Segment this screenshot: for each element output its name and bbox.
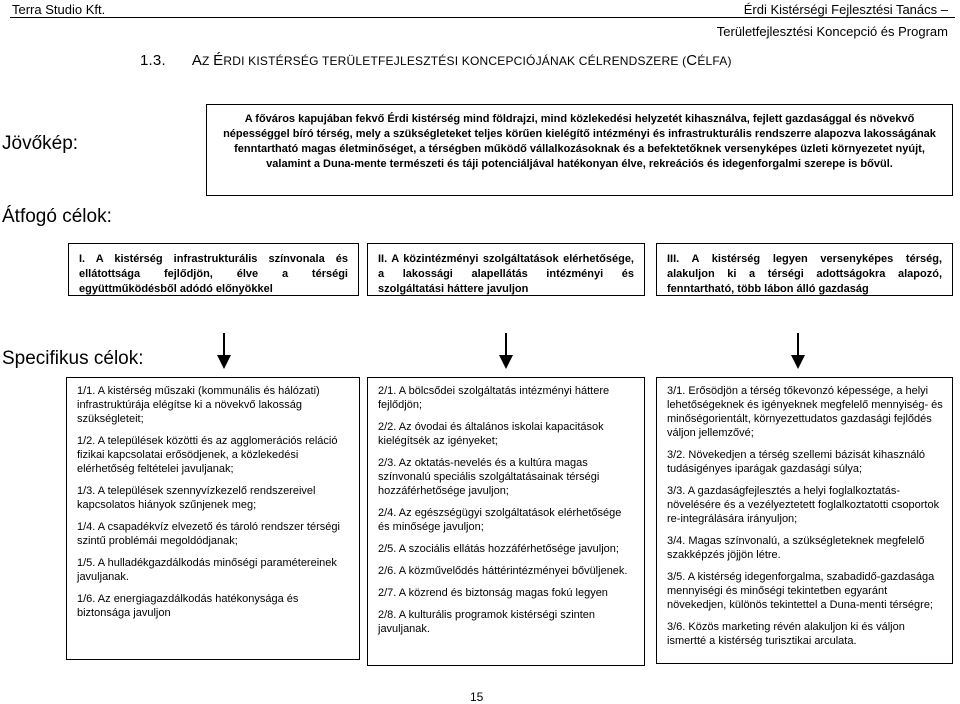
overall-goal-3: III. A kistérség legyen versenyképes térség, alakuljon ki a térségi adottságokra alapozó, fenntartható, több lábon álló gazdaság — [667, 253, 942, 295]
specific-goals-column-2 — [367, 377, 645, 666]
overall-goals-label: Átfogó célok: — [2, 206, 112, 227]
list-item: 1/4. A csapadékvíz elvezető és tároló rendszer térségi szintű problémái megoldódjanak; — [77, 521, 340, 547]
list-item: 1/2. A települések közötti és az agglomerációs reláció fizikai kapcsolatai erősödjenek, a közlekedési elérhetőség feltételei javuljanak; — [77, 435, 338, 475]
section-title: 1.3. AZ ÉRDI KISTÉRSÉG TERÜLETFEJLESZTÉSI KONCEPCIÓJÁNAK CÉLRENDSZERE (CÉLFA) — [140, 52, 732, 69]
list-item: 2/1. A bölcsődei szolgáltatás intézményi háttere fejlődjön; — [378, 385, 610, 411]
overall-goal-1-box — [68, 243, 359, 296]
list-item: 1/1. A kistérség műszaki (kommunális és hálózati) infrastruktúrája elégítse ki a növekvő lakosság szükségleteit; — [77, 385, 320, 425]
section-number: 1.3. — [140, 52, 166, 69]
list-item: 3/5. A kistérség idegenforgalma, szabadidő-gazdasága mennyiségi és minőségi tekintetben egyaránt növekedjen, különös tekintettel a Duna-menti térségre; — [667, 571, 935, 611]
list-item: 1/6. Az energiagazdálkodás hatékonysága és biztonsága javuljon — [77, 593, 299, 619]
list-item: 2/7. A közrend és biztonság magas fokú legyen — [378, 587, 608, 599]
list-item: 3/1. Erősödjön a térség tőkevonzó képessége, a helyi lehetőségeknek és igényeknek megfelelő mennyiség- és minőségorientált, környezettudatos gazdasági fejlődés váljon jellemzővé; — [667, 385, 943, 439]
list-item: 3/4. Magas színvonalú, a szükségleteknek megfelelő szakképzés jöjjön létre. — [667, 535, 925, 561]
overall-goal-3-box — [656, 243, 953, 296]
list-item: 2/3. Az oktatás-nevelés és a kultúra magas színvonalú speciális szolgáltatásainak térségi hozzáférhetősége javuljon; — [378, 457, 600, 497]
list-item: 3/3. A gazdaságfejlesztés a helyi foglalkoztatás-növelésére és a vezélyeztetett foglalkoztatotti csoportok re-integrálására irányuljon; — [667, 485, 940, 525]
header-document: Területfejlesztési Koncepció és Program — [716, 24, 948, 39]
list-item: 2/8. A kulturális programok kistérségi szinten javuljanak. — [378, 609, 596, 635]
vision-label: Jövőkép: — [2, 133, 79, 154]
overall-goal-1: I. A kistérség infrastrukturális színvonala és ellátottsága fejlődjön, élve a térségi együttműködésből adódó előnyökkel — [79, 253, 348, 295]
page-number: 15 — [470, 690, 484, 704]
list-item: 2/4. Az egészségügyi szolgáltatások elérhetősége és minősége javuljon; — [378, 507, 622, 533]
list-item: 1/5. A hulladékgazdálkodás minőségi paramétereinek javuljanak. — [77, 557, 337, 583]
header-company: Terra Studio Kft. — [12, 2, 106, 17]
specific-goals-label: Specifikus célok: — [2, 348, 144, 369]
vision-box — [206, 104, 953, 196]
header-council: Érdi Kistérségi Fejlesztési Tanács – — [743, 2, 948, 17]
specific-goals-column-1 — [66, 377, 360, 660]
list-item: 3/2. Növekedjen a térség szellemi bázisát kihasználó tudásigényes iparágak gazdasági súlya; — [667, 449, 926, 475]
header-rule — [10, 17, 955, 18]
list-item: 1/3. A települések szennyvízkezelő rendszereivel kapcsolatos hiányok szűnjenek meg; — [77, 485, 316, 511]
overall-goal-2: II. A közintézményi szolgáltatások elérhetősége, a lakossági alapellátás intézményi és szolgáltatási háttere javuljon — [378, 253, 634, 295]
list-item: 2/6. A közművelődés háttérintézményei bővüljenek. — [378, 565, 628, 577]
list-item: 3/6. Közös marketing révén alakuljon ki és váljon ismertté a kistérség turisztikai arculata. — [667, 621, 905, 647]
specific-goals-column-3 — [656, 377, 953, 664]
vision-text: A főváros kapujában fekvő Érdi kistérség mind földrajzi, mind közlekedési helyzetét kihasználva, fejlett gazdasággal és növekvő népességgel bíró térség, mely a szükségleteket teljes körűen kielégítő intézményi és infrastrukturális rendszerre alapozva lakosságának fenntartható magas életminőséget, a térségben működő vállalkozásoknak és a befektetőknek versenyképes üzleti környezetet nyújt, valamint a Duna-mente természeti és táji potenciáljával hatékonyan élve, rekreációs és idegenforgalmi szerepe is bővül. — [223, 113, 936, 170]
list-item: 2/2. Az óvodai és általános iskolai kapacitások kielégítsék az igényeket; — [378, 421, 604, 447]
list-item: 2/5. A szociális ellátás hozzáférhetősége javuljon; — [378, 543, 619, 555]
overall-goal-2-box — [367, 243, 645, 296]
